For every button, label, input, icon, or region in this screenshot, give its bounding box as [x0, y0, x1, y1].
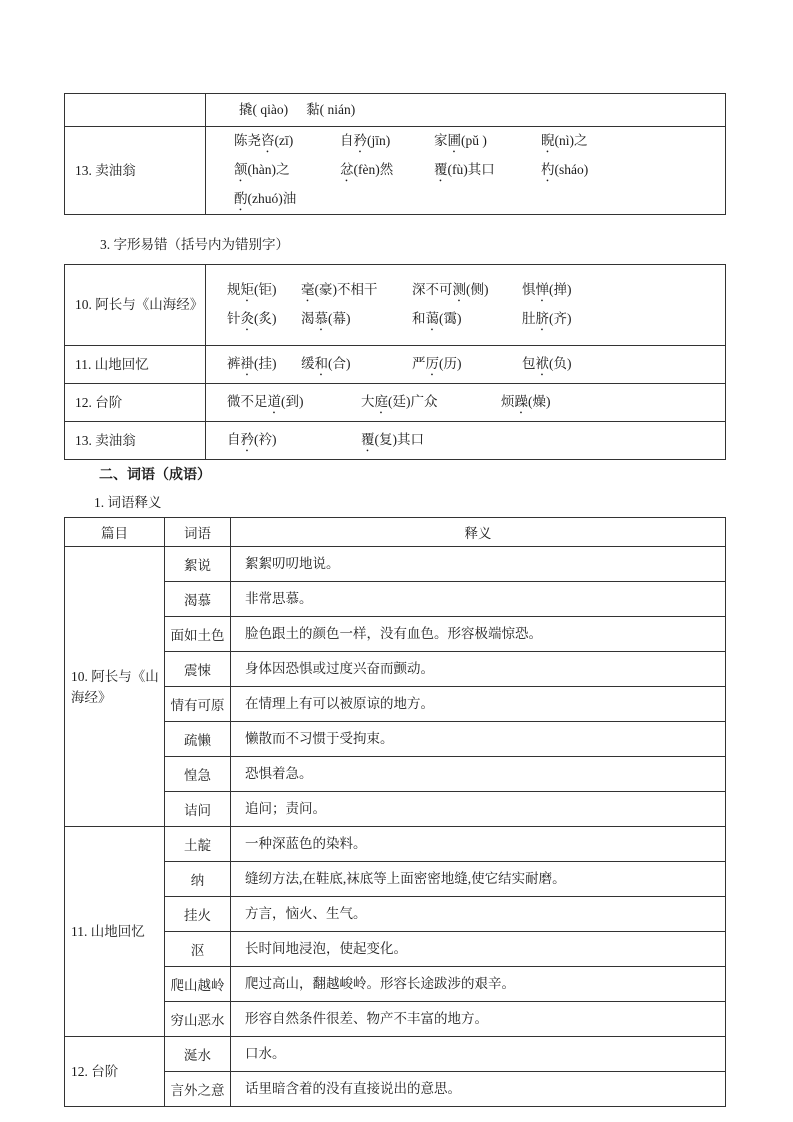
phrase-item	[522, 276, 721, 305]
text-run: (豪)不相干	[314, 282, 378, 297]
text-run: (fèn)然	[353, 162, 394, 177]
lesson-title-cell: 11. 山地回忆	[65, 346, 206, 384]
definition-cell: 恐惧着急。	[231, 757, 726, 792]
text-run: (廷)广众	[388, 394, 438, 409]
emphasized-character: 庭	[374, 394, 388, 409]
text-run: 针	[227, 311, 241, 326]
phrase-line	[206, 276, 721, 305]
emphasized-character: 杓	[541, 162, 555, 177]
phrase-item	[306, 96, 355, 124]
text-run: (掸)	[549, 282, 572, 297]
text-run: 大	[361, 394, 375, 409]
term-cell: 惶急	[165, 757, 231, 792]
column-header-shiyi: 释义	[231, 518, 726, 547]
text-run: 严	[412, 356, 426, 371]
phrase-line	[206, 96, 721, 124]
phrase-line	[206, 185, 721, 214]
text-run: 烦	[501, 394, 515, 409]
lesson-title-cell: 12. 台阶	[65, 1037, 165, 1107]
text-run: 家	[434, 133, 448, 148]
glossary-table	[64, 517, 726, 1107]
section-heading-typo: 3. 字形易错（括号内为错别字）	[100, 237, 289, 252]
phrase-item	[412, 350, 522, 379]
definition-cell: 缝纫方法,在鞋底,袜底等上面密密地缝,使它结实耐磨。	[231, 862, 726, 897]
table-row	[65, 384, 726, 422]
table-row	[65, 94, 726, 127]
text-run: 肚	[522, 311, 536, 326]
phrase-item	[340, 127, 434, 156]
table-row	[65, 722, 726, 757]
phrase-line	[206, 305, 721, 334]
text-run: 自	[340, 133, 354, 148]
table-row	[65, 265, 726, 346]
text-run: 自	[227, 432, 241, 447]
emphasized-character: 矜	[240, 432, 254, 447]
text-run: (hàn)之	[247, 162, 290, 177]
phrase-item	[234, 127, 340, 156]
term-cell: 言外之意	[165, 1072, 231, 1107]
emphasized-character: 褂	[240, 356, 254, 371]
term-cell: 渴慕	[165, 582, 231, 617]
table-row	[65, 792, 726, 827]
term-cell: 涎水	[165, 1037, 231, 1072]
term-cell: 诘问	[165, 792, 231, 827]
term-cell: 土靛	[165, 827, 231, 862]
text-run: (sháo)	[554, 162, 589, 177]
phrase-cell	[206, 346, 726, 384]
phrase-item	[227, 388, 361, 417]
phrase-item	[522, 350, 721, 379]
definition-cell: 追问；责问。	[231, 792, 726, 827]
emphasized-character: 测	[452, 282, 466, 297]
emphasized-character: 矩	[240, 282, 254, 297]
table-row	[65, 1002, 726, 1037]
text-run: (挂)	[254, 356, 277, 371]
typo-table	[64, 264, 726, 460]
phrase-item	[434, 156, 541, 185]
table-row	[65, 1072, 726, 1107]
emphasized-character: 睨	[541, 133, 555, 148]
table-row	[65, 967, 726, 1002]
text-run: 黏( nián)	[306, 102, 356, 117]
phrase-item	[301, 276, 412, 305]
emphasized-character: 厉	[425, 356, 439, 371]
phrase-cell	[206, 384, 726, 422]
emphasized-character: 道	[267, 394, 281, 409]
term-cell: 震悚	[165, 652, 231, 687]
phrase-item	[227, 305, 301, 334]
table-row	[65, 127, 726, 215]
table-row	[65, 617, 726, 652]
table-row	[65, 652, 726, 687]
phrase-item	[361, 426, 721, 455]
text-run: (负)	[549, 356, 572, 371]
definition-cell: 在情理上有可以被原谅的地方。	[231, 687, 726, 722]
definition-cell: 絮絮叨叨地说。	[231, 547, 726, 582]
text-run: (zhuó)油	[247, 191, 297, 206]
text-run: (pǔ )	[461, 133, 487, 148]
text-run: (nì)之	[554, 133, 588, 148]
text-run: 规	[227, 282, 241, 297]
text-run: (复)其口	[374, 432, 424, 447]
emphasized-character: 圃	[447, 133, 461, 148]
text-run: (炙)	[254, 311, 277, 326]
section-heading-words: 二、词语（成语）	[99, 468, 211, 483]
text-run: (到)	[281, 394, 304, 409]
phrase-item	[412, 305, 522, 334]
text-run: 微不足	[227, 394, 268, 409]
lesson-title-cell: 10. 阿长与《山海经》	[65, 265, 206, 346]
text-run: (合)	[328, 356, 351, 371]
text-run: (衿)	[254, 432, 277, 447]
text-run: 陈尧	[234, 133, 261, 148]
emphasized-character: 惮	[535, 282, 549, 297]
phrase-line	[206, 426, 721, 455]
phrase-item	[234, 156, 340, 185]
phrase-item	[522, 305, 721, 334]
text-run: 撬( qiào)	[239, 102, 289, 117]
emphasized-character: 咨	[261, 133, 275, 148]
term-cell: 情有可原	[165, 687, 231, 722]
text-run: (幕)	[328, 311, 351, 326]
phrase-line	[206, 127, 721, 156]
term-cell: 挂火	[165, 897, 231, 932]
emphasized-character: 酌	[234, 191, 248, 206]
term-cell: 疏懒	[165, 722, 231, 757]
text-run: (燥)	[528, 394, 551, 409]
subsection-heading-definitions: 1. 词语释义	[94, 495, 162, 510]
phrase-item	[301, 350, 412, 379]
emphasized-character: 矜	[353, 133, 367, 148]
phrase-item	[541, 156, 721, 185]
text-run: 深不可	[412, 282, 453, 297]
definition-cell: 长时间地浸泡，使起变化。	[231, 932, 726, 967]
emphasized-character: 灸	[240, 311, 254, 326]
table-row	[65, 422, 726, 460]
table-header-row	[65, 518, 726, 547]
emphasized-character: 袱	[535, 356, 549, 371]
lesson-title-cell: 13. 卖油翁	[65, 127, 206, 215]
term-cell: 纳	[165, 862, 231, 897]
definition-cell: 话里暗含着的没有直接说出的意思。	[231, 1072, 726, 1107]
table-row	[65, 1037, 726, 1072]
phrase-item	[434, 127, 541, 156]
definition-cell: 身体因恐惧或过度兴奋而颤动。	[231, 652, 726, 687]
column-header-ciyu: 词语	[165, 518, 231, 547]
phrase-cell	[206, 265, 726, 346]
text-run: 缓	[301, 356, 315, 371]
phrase-cell	[206, 94, 726, 127]
text-run: 裤	[227, 356, 241, 371]
text-run: (zī)	[274, 133, 294, 148]
emphasized-character: 颔	[234, 162, 248, 177]
text-run: (侧)	[466, 282, 489, 297]
table-row	[65, 862, 726, 897]
text-run: (钜)	[254, 282, 277, 297]
definition-cell: 爬过高山，翻越峻岭。形容长途跋涉的艰辛。	[231, 967, 726, 1002]
text-run: 渴	[301, 311, 315, 326]
phrase-item	[301, 305, 412, 334]
table-row	[65, 346, 726, 384]
phrase-item	[227, 350, 301, 379]
table-row	[65, 687, 726, 722]
definition-cell: 脸色跟土的颜色一样，没有血色。形容极端惊恐。	[231, 617, 726, 652]
text-run: (霭)	[439, 311, 462, 326]
table-row	[65, 827, 726, 862]
document-page	[64, 93, 726, 1107]
definition-cell: 方言，恼火、生气。	[231, 897, 726, 932]
text-run: (jīn)	[367, 133, 391, 148]
table-row	[65, 757, 726, 792]
phrase-cell	[206, 422, 726, 460]
definition-cell: 非常思慕。	[231, 582, 726, 617]
table-row	[65, 897, 726, 932]
term-cell: 絮说	[165, 547, 231, 582]
lesson-title-cell: 13. 卖油翁	[65, 422, 206, 460]
text-run: 和	[412, 311, 426, 326]
phrase-line	[206, 156, 721, 185]
term-cell: 爬山越岭	[165, 967, 231, 1002]
phrase-item	[227, 426, 361, 455]
table-row	[65, 932, 726, 967]
table-row	[65, 582, 726, 617]
text-run: 包	[522, 356, 536, 371]
pinyin-table	[64, 93, 726, 215]
emphasized-character: 忿	[340, 162, 354, 177]
definition-cell: 懒散而不习惯于受拘束。	[231, 722, 726, 757]
phrase-item	[412, 276, 522, 305]
emphasized-character: 毫	[301, 282, 315, 297]
term-cell: 面如土色	[165, 617, 231, 652]
lesson-title-cell: 11. 山地回忆	[65, 827, 165, 1037]
definition-cell: 口水。	[231, 1037, 726, 1072]
lesson-title-cell: 10. 阿长与《山海经》	[65, 547, 165, 827]
term-cell: 穷山恶水	[165, 1002, 231, 1037]
text-run: 惧	[522, 282, 536, 297]
text-run: (历)	[439, 356, 462, 371]
lesson-title-cell: 12. 台阶	[65, 384, 206, 422]
text-run: (fù)其口	[447, 162, 495, 177]
lesson-title-cell	[65, 94, 206, 127]
phrase-item	[234, 185, 340, 214]
phrase-item	[361, 388, 501, 417]
definition-cell: 一种深蓝色的染料。	[231, 827, 726, 862]
phrase-cell	[206, 127, 726, 215]
term-cell: 沤	[165, 932, 231, 967]
emphasized-character: 脐	[535, 311, 549, 326]
emphasized-character: 躁	[514, 394, 528, 409]
phrase-item	[501, 388, 721, 417]
emphasized-character: 覆	[361, 432, 375, 447]
table-row	[65, 547, 726, 582]
phrase-item	[541, 127, 721, 156]
phrase-line	[206, 350, 721, 379]
emphasized-character: 慕	[314, 311, 328, 326]
phrase-item	[239, 96, 288, 124]
definition-cell: 形容自然条件很差、物产不丰富的地方。	[231, 1002, 726, 1037]
column-header-pianmu: 篇目	[65, 518, 165, 547]
text-run: (齐)	[549, 311, 572, 326]
phrase-item	[340, 156, 434, 185]
emphasized-character: 蔼	[425, 311, 439, 326]
phrase-line	[206, 388, 721, 417]
emphasized-character: 和	[314, 356, 328, 371]
emphasized-character: 覆	[434, 162, 448, 177]
phrase-item	[227, 276, 301, 305]
